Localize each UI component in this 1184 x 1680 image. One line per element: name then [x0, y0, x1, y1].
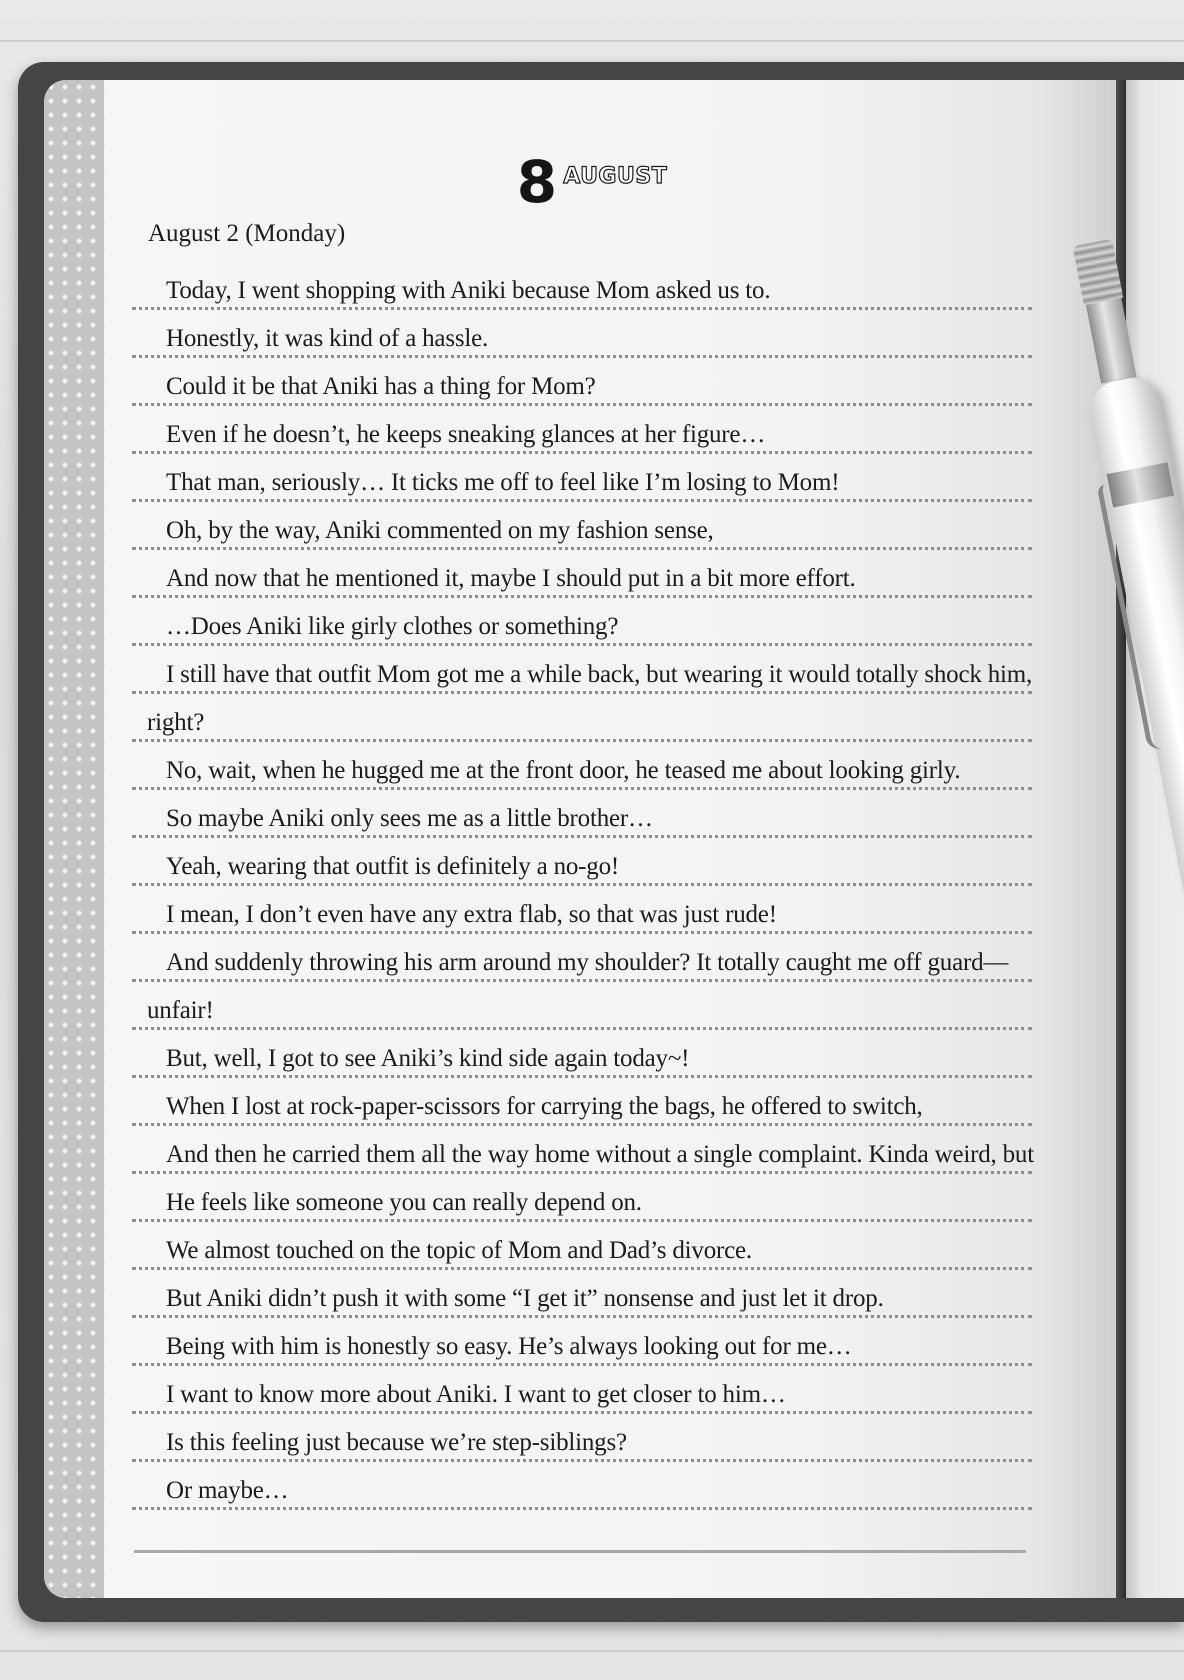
diary-line — [132, 1030, 1032, 1078]
diary-line — [132, 982, 1032, 1030]
polka-dot-tape — [44, 80, 104, 1598]
diary-line — [132, 1414, 1032, 1462]
diary-line-text: unfair! — [147, 997, 214, 1024]
diary-line — [132, 406, 1032, 454]
diary-line-text: I still have that outfit Mom got me a while back, but wearing it would totally shock him, — [166, 661, 1033, 688]
torn-tape-edge — [100, 80, 110, 1598]
diary-line — [132, 454, 1032, 502]
wood-grain — [0, 40, 1184, 42]
diary-line-text: Being with him is honestly so easy. He’s always looking out for me… — [166, 1333, 852, 1360]
diary-line — [132, 1126, 1032, 1174]
entry-date: August 2 (Monday) — [148, 220, 346, 247]
month-header — [0, 148, 1184, 216]
diary-line — [132, 694, 1032, 742]
diary-line-text: But, well, I got to see Aniki’s kind side again today~! — [166, 1045, 690, 1072]
diary-line — [132, 1462, 1032, 1510]
diary-line — [132, 790, 1032, 838]
diary-line-text: I want to know more about Aniki. I want to get closer to him… — [166, 1381, 786, 1408]
diary-line — [132, 1222, 1032, 1270]
diary-line-text: He feels like someone you can really depend on. — [166, 1189, 642, 1216]
pencil-eraser-cap — [1073, 239, 1124, 306]
diary-line — [132, 502, 1032, 550]
diary-line-text: Is this feeling just because we’re step-siblings? — [166, 1429, 627, 1456]
diary-line — [132, 310, 1032, 358]
diary-line-text: Oh, by the way, Aniki commented on my fashion sense, — [166, 517, 714, 544]
month-name: AUGUST — [563, 163, 668, 189]
diary-line-text: Could it be that Aniki has a thing for Mom? — [166, 373, 596, 400]
wood-grain — [0, 1650, 1184, 1652]
diary-line — [132, 886, 1032, 934]
diary-line-text: Even if he doesn’t, he keeps sneaking glances at her figure… — [166, 421, 766, 448]
diary-line-text: …Does Aniki like girly clothes or something? — [166, 613, 619, 640]
diary-line — [132, 1270, 1032, 1318]
diary-line-text: And then he carried them all the way home without a single complaint. Kinda weird, but — [166, 1141, 1034, 1168]
diary-line-text: Today, I went shopping with Aniki because Mom asked us to. — [166, 277, 771, 304]
diary-line-text: Or maybe… — [166, 1477, 289, 1504]
diary-line — [132, 358, 1032, 406]
diary-line-text: Honestly, it was kind of a hassle. — [166, 325, 489, 352]
diary-line — [132, 598, 1032, 646]
diary-line — [132, 262, 1032, 310]
diary-line-text: right? — [147, 709, 205, 736]
diary-line — [132, 934, 1032, 982]
month-number: 8 — [516, 148, 557, 216]
diary-line — [132, 1318, 1032, 1366]
bottom-rule — [134, 1550, 1026, 1553]
diary-line-text: But Aniki didn’t push it with some “I get it” nonsense and just let it drop. — [166, 1285, 884, 1312]
diary-line-text: So maybe Aniki only sees me as a little brother… — [166, 805, 653, 832]
diary-line-text: And suddenly throwing his arm around my shoulder? It totally caught me off guard— — [166, 949, 1009, 976]
diary-line — [132, 646, 1032, 694]
diary-line — [132, 838, 1032, 886]
diary-line-text: When I lost at rock-paper-scissors for carrying the bags, he offered to switch, — [166, 1093, 923, 1120]
diary-line-text: Yeah, wearing that outfit is definitely a no-go! — [166, 853, 620, 880]
diary-lines — [132, 262, 1032, 1510]
diary-line-text: And now that he mentioned it, maybe I should put in a bit more effort. — [166, 565, 856, 592]
diary-line-text: We almost touched on the topic of Mom and Dad’s divorce. — [166, 1237, 752, 1264]
diary-line — [132, 550, 1032, 598]
pencil-metal-neck — [1086, 298, 1137, 383]
diary-line-text: That man, seriously… It ticks me off to feel like I’m losing to Mom! — [166, 469, 840, 496]
diary-line — [132, 1366, 1032, 1414]
diary-line — [132, 742, 1032, 790]
diary-line-text: I mean, I don’t even have any extra flab, so that was just rude! — [166, 901, 777, 928]
diary-line — [132, 1078, 1032, 1126]
diary-line — [132, 1174, 1032, 1222]
diary-line-text: No, wait, when he hugged me at the front door, he teased me about looking girly. — [166, 757, 961, 784]
